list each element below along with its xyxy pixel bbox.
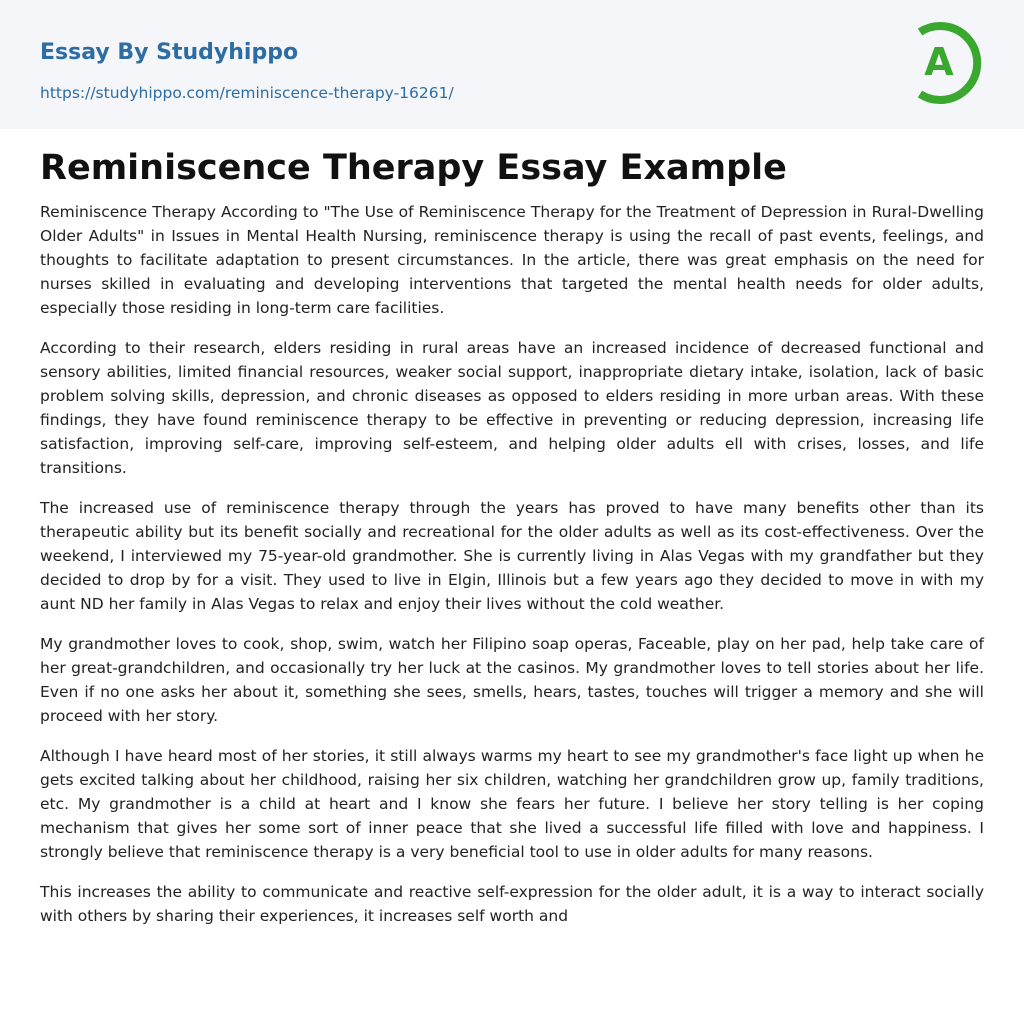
essay-paragraph: My grandmother loves to cook, shop, swim, watch her Filipino soap operas, Faceable, play on her pad, help take care of her great-grandchildren, and occasionally try her luck at the casinos. My grandmother loves to tell stories about her life. Even if no one asks her about it, something she sees, smells, hears, tastes, touches will trigger a memory and she will proceed with her story.	[40, 635, 984, 725]
logo-letter: A	[924, 40, 954, 84]
essay-paragraph: Reminiscence Therapy According to "The Use of Reminiscence Therapy for the Treatment of Depression in Rural-Dwelling Older Adults" in Issues in Mental Health Nursing, reminiscence therapy is using the recall of past events, feelings, and thoughts to facilitate adaptation to present circumstances. In the article, there was great emphasis on the need for nurses skilled in evaluating and developing interventions that targeted the mental health needs for older adults, especially those residing in long-term care facilities.	[40, 203, 984, 317]
page-url-link[interactable]: https://studyhippo.com/reminiscence-therapy-16261/	[40, 84, 454, 102]
essay-paragraph: Although I have heard most of her stories, it still always warms my heart to see my grandmother's face light up when he gets excited talking about her childhood, raising her six children, watching her grandchildren grow up, family traditions, etc. My grandmother is a child at heart and I know she fears her future. I believe her story telling is her coping mechanism that gives her some sort of inner peace that she lived a successful life filled with love and happiness. I strongly believe that reminiscence therapy is a very beneficial tool to use in older adults for many reasons.	[40, 747, 984, 861]
site-header	[0, 0, 1024, 129]
site-brand[interactable]: Essay By Studyhippo	[40, 40, 299, 65]
page-title: Reminiscence Therapy Essay Example	[40, 148, 787, 188]
studyhippo-logo-icon[interactable]	[896, 18, 986, 108]
essay-body	[40, 200, 984, 944]
essay-paragraph: According to their research, elders residing in rural areas have an increased incidence of decreased functional and sensory abilities, limited financial resources, weaker social support, inappropriate dietary intake, isolation, lack of basic problem solving skills, depression, and chronic diseases as opposed to elders residing in more urban areas. With these findings, they have found reminiscence therapy to be effective in preventing or reducing depression, increasing life satisfaction, improving self-care, improving self-esteem, and helping older adults ell with crises, losses, and life transitions.	[40, 339, 984, 477]
essay-paragraph: The increased use of reminiscence therapy through the years has proved to have many benefits other than its therapeutic ability but its benefit socially and recreational for the older adults as well as its cost-effectiveness. Over the weekend, I interviewed my 75-year-old grandmother. She is currently living in Alas Vegas with my grandfather but they decided to drop by for a visit. They used to live in Elgin, Illinois but a few years ago they decided to move in with my aunt ND her family in Alas Vegas to relax and enjoy their lives without the cold weather.	[40, 499, 984, 613]
essay-paragraph: This increases the ability to communicate and reactive self-expression for the older adult, it is a way to interact socially with others by sharing their experiences, it increases self worth and	[40, 883, 984, 925]
